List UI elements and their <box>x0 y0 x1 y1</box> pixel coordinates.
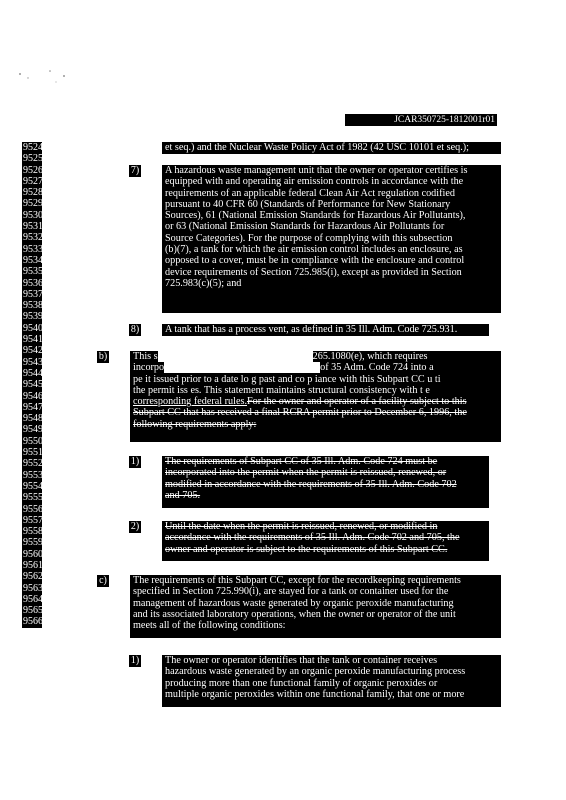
scan-specks <box>14 62 74 88</box>
text-line: pe it issued prior to a date lo g past and co p iance with this Subpart CC u ti <box>133 373 441 385</box>
line-number: 9529 <box>23 198 43 210</box>
text-line: pursuant to 40 CFR 60 (Standards of Performance for New Stationary <box>165 198 451 210</box>
paragraph-7 <box>162 165 501 313</box>
paragraph-c <box>130 575 501 638</box>
text-line: or 63 (National Emission Standards for Hazardous Air Pollutants for <box>165 221 445 233</box>
line-number: 9528 <box>23 187 43 199</box>
text-line: et seq.) and the Nuclear Waste Policy Act of 1982 (42 USC 10101 et seq.); <box>165 142 469 153</box>
marker-2-b: 2) <box>130 521 140 532</box>
text-line: equipped with and operating air emission controls in accordance with the <box>165 176 464 188</box>
line-number: 9534 <box>23 254 43 266</box>
underlined-text: corresponding federal rules. <box>133 396 247 408</box>
text-line <box>133 351 498 362</box>
text-line: The requirements of Subpart CC of 35 Ill. Adm. Code 724 must be <box>165 456 438 467</box>
paragraph-b <box>130 351 501 442</box>
line-number: 9563 <box>23 582 43 594</box>
line-number: 9553 <box>23 469 43 481</box>
line-number: 9549 <box>23 424 43 436</box>
line-number: 9535 <box>23 266 43 278</box>
line-number: 9555 <box>23 492 43 504</box>
line-number: 9560 <box>23 548 43 560</box>
line-number: 9546 <box>23 390 43 402</box>
line-number: 9554 <box>23 480 43 492</box>
text-line: The requirements of this Subpart CC, except for the recordkeeping requirements <box>133 575 461 586</box>
text-line: hazardous waste generated by an organic peroxide manufacturing process <box>165 666 466 678</box>
marker-8: 8) <box>130 324 140 335</box>
line-number: 9531 <box>23 221 43 233</box>
text-line: requirements of an applicable federal Clean Air Act regulation codified <box>165 187 455 199</box>
text-line: The owner or operator identifies that the tank or container receives <box>165 655 438 666</box>
line-number: 9544 <box>23 367 43 379</box>
line-number-column <box>22 142 42 628</box>
line-number: 9561 <box>23 559 43 571</box>
text-line: producing more than one functional family of organic peroxides or <box>165 677 438 689</box>
text-line: modified in accordance with the requirements of 35 Ill. Adm. Code 702 <box>165 478 457 490</box>
text-segment: 265.1080(e), which requires <box>312 351 428 362</box>
line-number: 9524 <box>23 142 43 153</box>
line-number: 9541 <box>23 334 43 346</box>
text-line: multiple organic peroxides within one functional family, that one or more <box>165 688 465 700</box>
line-number: 9552 <box>23 458 43 470</box>
line-number: 9540 <box>23 322 43 334</box>
line-number: 9557 <box>23 514 43 526</box>
line-number: 9565 <box>23 605 43 617</box>
line-number: 9548 <box>23 413 43 425</box>
marker-1-b: 1) <box>130 456 140 467</box>
text-line: specified in Section 725.990(i), are stayed for a tank or container used for the <box>133 586 449 598</box>
line-number: 9556 <box>23 503 43 515</box>
line-number: 9551 <box>23 447 43 459</box>
line-number: 9525 <box>23 153 43 165</box>
docket-header: JCAR350725-1812001r01 <box>345 114 497 126</box>
struck-text: For the owner and operator of a facility subject to this <box>247 396 467 408</box>
text-line: Source Categories). For the purpose of complying with this subsection <box>165 232 453 244</box>
text-line <box>133 396 498 407</box>
line-number: 9530 <box>23 209 43 221</box>
text-line: Sources), 61 (National Emission Standards for Hazardous Air Pollutants), <box>165 210 466 222</box>
line-number: 9564 <box>23 593 43 605</box>
marker-b: b) <box>98 351 108 362</box>
line-number: 9538 <box>23 300 43 312</box>
line-number: 9532 <box>23 232 43 244</box>
text-line: and its associated laboratory operations, when the owner or operator of the unit <box>133 608 456 620</box>
text-line: (b)(7), a tank for which the air emission control includes an enclosure, as <box>165 244 463 256</box>
text-line: 725.983(c)(5); and <box>165 277 242 289</box>
text-line: opposed to a cover, must be in compliance with the enclosure and control <box>165 255 465 267</box>
line-number: 9543 <box>23 356 43 368</box>
paragraph-continuation <box>162 142 501 154</box>
line-number: 9527 <box>23 175 43 187</box>
text-line: A hazardous waste management unit that the owner or operator certifies is <box>165 165 468 176</box>
text-segment: incorpo <box>133 362 165 374</box>
text-line: meets all of the following conditions: <box>133 620 286 632</box>
text-line: following requirements apply: <box>133 418 257 430</box>
paragraph-8 <box>162 324 489 336</box>
text-segment: of 35 Adm. Code 724 into a <box>320 362 434 374</box>
line-number: 9550 <box>23 435 43 447</box>
line-number: 9558 <box>23 526 43 538</box>
line-number: 9547 <box>23 401 43 413</box>
line-number: 9533 <box>23 243 43 255</box>
text-segment: This s <box>133 351 158 362</box>
text-line: accordance with the requirements of 35 Ill. Adm. Code 702 and 705, the <box>165 532 460 544</box>
marker-c: c) <box>97 575 109 587</box>
text-line: the permit iss es. This statement maintains structural consistency with t e <box>133 384 430 396</box>
marker-1-c: 1) <box>130 655 140 666</box>
line-number: 9536 <box>23 277 43 289</box>
text-line: device requirements of Section 725.985(i), except as provided in Section <box>165 266 462 278</box>
redaction-gap <box>164 362 320 373</box>
marker-7: 7) <box>130 165 140 176</box>
text-line: Until the date when the permit is reissued, renewed, or modified in <box>165 521 438 532</box>
line-number: 9566 <box>23 616 43 628</box>
paragraph-1-c <box>162 655 501 707</box>
line-number: 9562 <box>23 571 43 583</box>
line-number: 9559 <box>23 537 43 549</box>
paragraph-2-struck <box>162 521 489 561</box>
line-number: 9539 <box>23 311 43 323</box>
line-number: 9526 <box>23 164 43 176</box>
text-line: incorporated into the permit when the permit is reissued, renewed, or <box>165 467 447 479</box>
text-line: A tank that has a process vent, as defined in 35 Ill. Adm. Code 725.931. <box>165 324 458 335</box>
redaction-gap <box>158 351 313 362</box>
text-line: Subpart CC that has received a final RCRA permit prior to December 6, 1996, the <box>133 407 467 419</box>
text-line <box>133 362 498 373</box>
text-line: management of hazardous waste generated by organic peroxide manufacturing <box>133 597 454 609</box>
text-line: and 705. <box>165 489 201 501</box>
text-line: owner and operator is subject to the requirements of this Subpart CC. <box>165 543 448 555</box>
line-number: 9545 <box>23 379 43 391</box>
paragraph-1-struck <box>162 456 489 508</box>
line-number: 9542 <box>23 345 43 357</box>
line-number: 9537 <box>23 288 43 300</box>
